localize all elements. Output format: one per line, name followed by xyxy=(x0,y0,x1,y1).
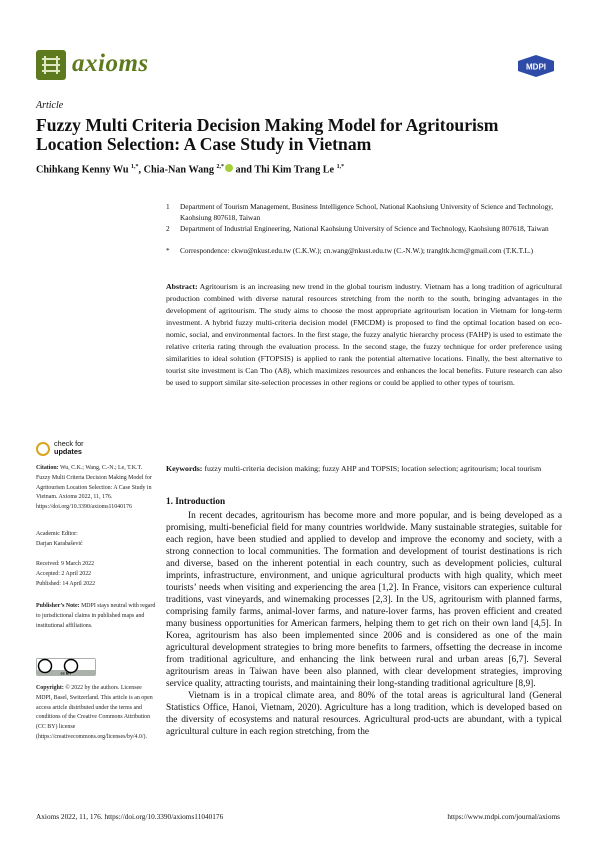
keywords-text: fuzzy multi-criteria decision making; fuzzy AHP and TOPSIS; location selection; agritourism; local tourism xyxy=(204,464,542,473)
dates-block xyxy=(36,560,156,589)
affiliation-num: 2 xyxy=(166,224,170,233)
citation-text: Wu, C.K.; Wang, C.-N.; Le, T.K.T. Fuzzy Multi Criteria Decision Making Model for Agritourism Location Selection: A Case Study in Vietnam. Axioms 2022, 11, 176. https://doi.org/10.3390/axioms11040176 xyxy=(36,465,152,511)
editor-label: Academic Editor: xyxy=(36,531,78,537)
copyright-text: © 2022 by the authors. Licensee MDPI, Basel, Switzerland. This article is an open access article distributed under the terms and conditions of the Creative Commons Attribution (CC BY) license (https://creativecommons.org/licenses/by/4.0/). xyxy=(36,685,153,740)
author-name[interactable]: Chia-Nan Wang xyxy=(143,164,214,176)
cc-badge-text: cc BY xyxy=(60,670,72,676)
affiliation xyxy=(166,202,566,224)
editor-block xyxy=(36,530,156,550)
publisher-note-label: Publisher’s Note: xyxy=(36,603,80,609)
journal-logo-icon xyxy=(36,50,66,80)
journal-name: axioms xyxy=(72,50,149,77)
paragraph: In recent decades, agritourism has become more and more popular, and is being developed as a promising, multi-beneficial field for many countries worldwide. Many sustainable strategies, suitable for each region, have been studied and applied to develop and improve the economy and society, with a strong connection to local communities. The formation and development of tourist destinations is rich and diverse, based on the inherent potential in each country, such as development policies, cultural imprints, infrastructure, environment, and unique agricultural products with high quality, which meet tourists’ needs when visiting and experiencing the area [1,2]. In France, visitors can experience cultural traditions, vast vineyards, and winemaking processes [2,3]. In the US, agritourism with planned farms, comprising family farms, animal-lover farms, and nature-lover farms, has proven efficient and created many business opportunities for American farmers, helping them to get rich on their own land [4,5]. In Korea, agritourism has also been implemented since 2006 and is considered as one of the main agricultural development strategies to bring more benefits to farmers, offsetting the decrease in income from traditional agriculture, and enhancing the link between rural and urban areas [6,7]. Several agritourism areas in Taiwan have been also planned, with clear development strategies, improving service quality, attracting tourists, and maintaining their long-standing traditional agriculture [8,9]. xyxy=(166,511,562,689)
affiliation xyxy=(166,246,566,257)
abstract xyxy=(166,281,562,389)
author-list xyxy=(36,164,566,175)
affiliation-num: * xyxy=(166,246,170,255)
copyright-label: Copyright: xyxy=(36,685,64,691)
author-sup: 1,* xyxy=(336,164,345,170)
article-title: Fuzzy Multi Criteria Decision Making Model for Agritourism Location Selection: A Case Study in Vietnam xyxy=(36,115,499,154)
section-heading: 1. Introduction xyxy=(166,496,226,506)
copyright-block xyxy=(36,684,156,743)
citation-label: Citation: xyxy=(36,465,59,471)
keywords-label: Keywords: xyxy=(166,464,203,473)
affiliation xyxy=(166,224,566,235)
article-type: Article xyxy=(36,100,64,111)
mdpi-logo-text: MDPI xyxy=(526,62,546,72)
affiliation-num: 1 xyxy=(166,202,170,211)
author-separator: and xyxy=(235,164,255,176)
body-text xyxy=(166,510,562,738)
publisher-note xyxy=(36,602,156,631)
publisher-note-text: MDPI stays neutral with regard to jurisdictional claims in published maps and institutional affiliations. xyxy=(36,603,156,629)
author-sup: 1,* xyxy=(131,164,139,170)
check-updates-line2: updates xyxy=(54,447,82,456)
abstract-label: Abstract: xyxy=(166,282,198,291)
author-name[interactable]: Chihkang Kenny Wu xyxy=(36,164,129,176)
author-name[interactable]: Thi Kim Trang Le xyxy=(254,164,335,176)
accepted-date: Accepted: 2 April 2022 xyxy=(36,570,92,577)
abstract-text: Agritourism is an increasing new trend in the global tourism industry. Vietnam has a long tradition of agricultural production combined with diverse natural resources stretching from the north to the south, bringing advantages in the development of agritourism. The study aims to choose the most appropriate agritourism location in Vietnam for long-term investment. A hybrid fuzzy multi-criteria decision model (FMCDM) is proposed to find the optimal location based on eco-nomic, social, and environmental factors. In the first stage, the fuzzy analytic hierarchy process (FAHP) is used to estimate the relative criteria rating through the evaluation process. In the second stage, the fuzzy technique for order preference using similarities to ideal solution (FTOPSIS) is applied to rank the potential alternative locations. Finally, the best alternative to tourist site investment is Can Tho (A8), which maximizes resources and enhances the local benefits. Future research can also be used to support similar site-selection processes in other regions or could be applied to other types of tourism. xyxy=(166,282,562,387)
check-updates-icon xyxy=(36,442,50,456)
check-updates-label xyxy=(54,440,84,456)
mdpi-logo-icon xyxy=(516,54,556,78)
affiliation-text: Department of Tourism Management, Business Intelligence School, National Kaohsiung University of Science and Technology, Kaohsiung 807618, Taiwan xyxy=(180,202,554,222)
paragraph: Vietnam is in a tropical climate area, and 80% of the total areas is agricultural land (General Statistics Office, Hanoi, Vietnam, 2020). Agriculture has a long tradition, which is developed based on the diversity of ecosystems and natural resources. Agricultural prod-ucts are abundant, with a typical agricultural culture in each region stretching, from the xyxy=(166,691,562,737)
footer-citation: Axioms 2022, 11, 176. https://doi.org/10.3390/axioms11040176 xyxy=(36,812,224,821)
correspondence-text: Correspondence: ckwu@nkust.edu.tw (C.K.W.); cn.wang@nkust.edu.tw (C.-N.W.); trangltk.hcm@gmail.com (T.K.T.L.) xyxy=(180,246,534,255)
editor-name: Darjan Karabašević xyxy=(36,540,83,547)
published-date: Published: 14 April 2022 xyxy=(36,580,96,587)
author-separator: , xyxy=(138,164,144,176)
check-updates-line1: check for xyxy=(54,439,84,448)
citation-block xyxy=(36,464,156,513)
keywords xyxy=(166,463,562,475)
footer-journal-link[interactable]: https://www.mdpi.com/journal/axioms xyxy=(447,812,560,821)
orcid-icon[interactable] xyxy=(225,164,233,172)
cc-by-license-icon[interactable] xyxy=(36,658,96,676)
affiliation-text: Department of Industrial Engineering, National Kaohsiung University of Science and Technology, Kaohsiung 807618, Taiwan xyxy=(180,224,549,233)
author-sup: 2,* xyxy=(216,164,224,170)
received-date: Received: 9 March 2022 xyxy=(36,561,95,567)
